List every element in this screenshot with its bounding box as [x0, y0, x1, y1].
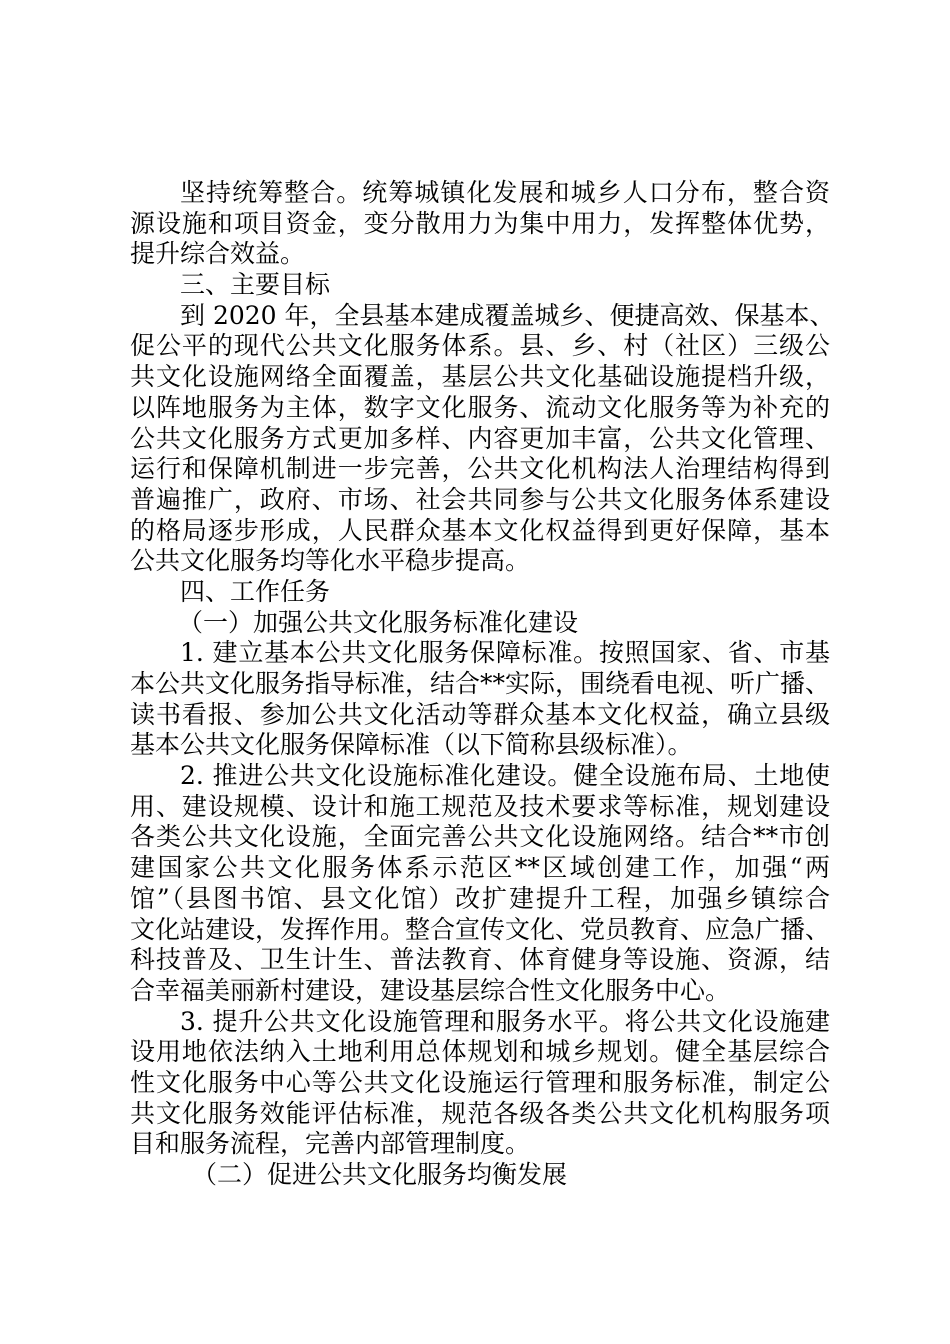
- paragraph-line: 目和服务流程，完善内部管理制度。: [130, 1129, 531, 1159]
- paragraph-line: 2. 推进公共文化设施标准化建设。健全设施布局、土地使: [180, 761, 830, 791]
- paragraph-line: 源设施和项目资金，变分散用力为集中用力，发挥整体优势，: [130, 208, 830, 238]
- paragraph-line: 3. 提升公共文化设施管理和服务水平。将公共文化设施建: [180, 1006, 830, 1036]
- paragraph-line: 建国家公共文化服务体系示范区**区域创建工作，加强“两: [130, 853, 830, 883]
- subsection-heading: （二）促进公共文化服务均衡发展: [192, 1160, 568, 1189]
- paragraph-line: 提升综合效益。: [130, 239, 306, 269]
- paragraph-line: 科技普及、卫生计生、普法教育、体育健身等设施、资源，结: [130, 945, 830, 975]
- paragraph-line: 合幸福美丽新村建设，建设基层综合性文化服务中心。: [130, 975, 731, 1005]
- paragraph-line: 坚持统筹整合。统筹城镇化发展和城乡人口分布，整合资: [180, 178, 830, 207]
- paragraph-line: 本公共文化服务指导标准，结合**实际，围绕看电视、听广播、: [130, 669, 831, 698]
- paragraph-line: 到 2020 年，全县基本建成覆盖城乡、便捷高效、保基本、: [180, 300, 835, 330]
- paragraph-line: 运行和保障机制进一步完善，公共文化机构法人治理结构得到: [130, 454, 830, 484]
- paragraph-line: 用、建设规模、设计和施工规范及技术要求等标准，规划建设: [130, 791, 830, 821]
- document-body: [130, 178, 835, 1191]
- paragraph-line: 读书看报、参加公共文化活动等群众基本文化权益，确立县级: [130, 699, 830, 729]
- paragraph-line: 公共文化服务均等化水平稳步提高。: [130, 546, 531, 576]
- section-heading: 三、主要目标: [180, 270, 331, 300]
- paragraph-line: 公共文化服务方式更加多样、内容更加丰富，公共文化管理、: [130, 423, 830, 453]
- paragraph-line: 促公平的现代公共文化服务体系。县、乡、村（社区）三级公: [130, 331, 830, 361]
- section-heading: 四、工作任务: [180, 576, 331, 606]
- paragraph-line: 的格局逐步形成，人民群众基本文化权益得到更好保障，基本: [130, 515, 830, 545]
- paragraph-line: 性文化服务中心等公共文化设施运行管理和服务标准，制定公: [130, 1067, 830, 1097]
- paragraph-line: 设用地依法纳入土地利用总体规划和城乡规划。健全基层综合: [130, 1037, 830, 1067]
- paragraph-line: 以阵地服务为主体，数字文化服务、流动文化服务等为补充的: [130, 392, 830, 422]
- paragraph-line: 共文化设施网络全面覆盖，基层公共文化基础设施提档升级，: [130, 362, 830, 392]
- paragraph-line: 共文化服务效能评估标准，规范各级各类公共文化机构服务项: [130, 1098, 830, 1128]
- paragraph-line: 1. 建立基本公共文化服务保障标准。按照国家、省、市基: [180, 638, 830, 668]
- subsection-heading: （一）加强公共文化服务标准化建设: [178, 607, 579, 637]
- paragraph-line: 各类公共文化设施，全面完善公共文化设施网络。结合**市创: [130, 822, 830, 852]
- paragraph-line: 馆”（县图书馆、县文化馆）改扩建提升工程，加强乡镇综合: [130, 883, 830, 913]
- paragraph-line: 文化站建设，发挥作用。整合宣传文化、党员教育、应急广播、: [130, 914, 831, 944]
- paragraph-line: 基本公共文化服务保障标准（以下简称县级标准）。: [130, 730, 693, 760]
- paragraph-line: 普遍推广，政府、市场、社会共同参与公共文化服务体系建设: [130, 484, 830, 514]
